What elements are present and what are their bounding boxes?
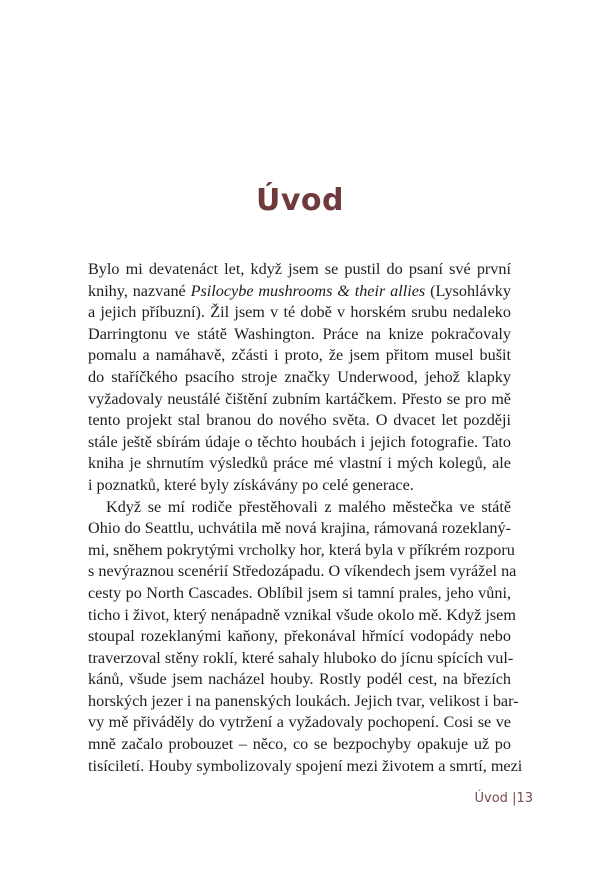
text-line: cesty po North Cascades. Oblíbil jsem si tamní prales, jeho vůni, (88, 583, 511, 602)
text-line: Ohio do Seattlu, uchvátila mě nová krajina, rámovaná rozeklaný- (88, 519, 511, 538)
text-line: stále ještě sbírám údaje o těchto houbách i jejich fotografie. Tato (88, 432, 511, 451)
paragraph (88, 497, 523, 778)
text-line (88, 281, 511, 303)
running-head: Úvod (474, 791, 508, 806)
text-line: mi, sněhem pokrytými vrcholky hor, která byla v příkrém rozporu (88, 540, 515, 559)
page-footer (475, 791, 534, 806)
paragraph-container (88, 259, 523, 777)
folio-separator: | (512, 791, 517, 806)
text-line: vyžadovaly neustálé čištění zubním kartáčkem. Přesto se pro mě (88, 389, 511, 408)
chapter-title: Úvod (255, 183, 344, 218)
text-line: kánů, všude jsem nacházel houby. Rostly podél cest, na březích (88, 670, 511, 689)
text-line: traverzoval stěny roklí, které sahaly hluboko do jícnu spících vul- (88, 648, 514, 667)
page-number: 13 (516, 791, 533, 806)
text-line: s nevýraznou scenérií Středozápadu. O víkendech jsem vyrážel na (88, 562, 517, 581)
text-line: vy mě přiváděly do vytržení a vyžadovaly pochopení. Cosi se ve (88, 713, 511, 732)
text-line: mně začalo probouzet – něco, co se bezpochyby opakuje už po (88, 735, 511, 754)
paragraph (88, 259, 511, 497)
text-line: pomalu a namáhavě, zčásti i proto, že jsem přitom musel bušit (88, 346, 511, 365)
body-text (88, 259, 523, 777)
text-line: Bylo mi devatenáct let, když jsem se pustil do psaní své první (88, 260, 511, 278)
text-line: Darringtonu ve státě Washington. Práce na knize pokračovaly (88, 324, 511, 343)
text-line: Když se mí rodiče přestěhovali z malého městečka ve státě (106, 497, 511, 516)
text-line: tisíciletí. Houby symbolizovaly spojení mezi životem a smrtí, mezi (88, 756, 523, 775)
text-line: horských jezer i na panenských loukách. Jejich tvar, velikost i bar- (88, 691, 519, 710)
text-line: a jejich příbuzní). Žil jsem v té době v horském srubu nedaleko (88, 303, 511, 322)
text-segment: knihy, nazvané (88, 281, 191, 300)
text-line: ticho i život, který nenápadně vznikal všude okolo mě. Když jsem (88, 605, 516, 624)
text-line: i poznatků, které byly získávány po celé generace. (88, 475, 414, 494)
text-segment: (Lysohlávky (425, 281, 511, 300)
text-line: stoupal rozeklanými kaňony, překonával hřmící vodopády nebo (88, 627, 511, 646)
text-line: kniha je shrnutím výsledků práce mé vlastní i mých kolegů, ale (88, 454, 511, 473)
book-title-italic: Psilocybe mushrooms & their allies (190, 281, 426, 300)
text-line: tento projekt stal branou do nového světa. O dvacet let později (88, 411, 511, 430)
text-line: do staříčkého psacího stroje značky Underwood, jehož klapky (88, 367, 511, 386)
